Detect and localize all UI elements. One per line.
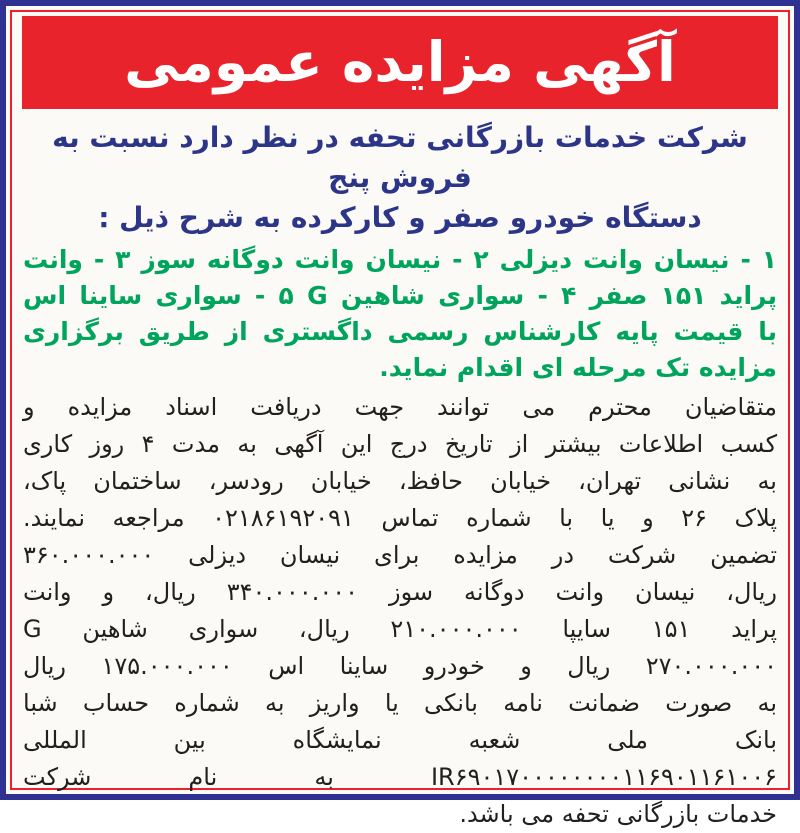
ad-header-banner <box>22 16 778 109</box>
details-line: پلاک ۲۶ و یا با شماره تماس ۰۲۱۸۶۱۹۲۰۹۱ مراجعه نمایند. <box>23 504 777 532</box>
details-paragraph <box>23 389 777 833</box>
vehicle-list-line: ۱ - نیسان وانت دیزلی ۲ - نیسان وانت دوگانه سوز ۳ - وانت <box>23 245 778 274</box>
details-line: به نشانی تهران، خیابان حافظ، خیابان رودسر، ساختمان پاک، <box>23 467 777 495</box>
details-line: پراید ۱۵۱ سایپا ۲۱۰.۰۰۰.۰۰۰ ریال، سواری شاهین G <box>23 615 778 643</box>
details-line: ۲۷۰.۰۰۰.۰۰۰ ریال و خودرو ساینا اس ۱۷۵.۰۰۰.۰۰۰ ریال <box>23 652 777 680</box>
intro-line: شرکت خدمات بازرگانی تحفه در نظر دارد نسبت به فروش پنج <box>52 121 748 194</box>
details-line: ریال، نیسان وانت دوگانه سوز ۳۴۰.۰۰۰.۰۰۰ ریال، و وانت <box>23 578 777 606</box>
details-line-iban: IR۶۹۰۱۷۰۰۰۰۰۰۰۰۱۱۶۹۰۱۱۶۱۰۰۶ به نام شرکت <box>23 763 777 791</box>
vehicle-list-paragraph <box>23 242 777 386</box>
vehicle-list-line: پراید ۱۵۱ صفر ۴ - سواری شاهین G‏ ۵ - سواری ساینا اس <box>23 281 777 310</box>
ad-title: آگهی مزایده عمومی <box>124 30 676 94</box>
intro-paragraph <box>23 118 777 238</box>
vehicle-list-line: مزایده تک مرحله ای اقدام نماید. <box>379 353 777 382</box>
details-line: به صورت ضمانت نامه بانکی یا واریز به شماره حساب شبا <box>23 689 777 717</box>
auction-ad-red-frame <box>10 10 790 828</box>
details-line: متقاضیان محترم می توانند جهت دریافت اسناد مزایده و <box>23 393 777 421</box>
details-line: تضمین شرکت در مزایده برای نیسان دیزلی ۳۶۰.۰۰۰.۰۰۰ <box>23 541 777 569</box>
details-line: بانک ملی شعبه نمایشگاه بین المللی <box>23 726 777 754</box>
vehicle-list-line: با قیمت پایه کارشناس رسمی داگستری از طریق برگزاری <box>23 317 777 346</box>
intro-line: دستگاه خودرو صفر و کارکرده به شرح ذیل : <box>98 201 702 234</box>
details-line: کسب اطلاعات بیشتر از تاریخ درج این آگهی به مدت ۴ روز کاری <box>23 430 777 458</box>
details-line: خدمات بازرگانی تحفه می باشد. <box>459 800 777 828</box>
